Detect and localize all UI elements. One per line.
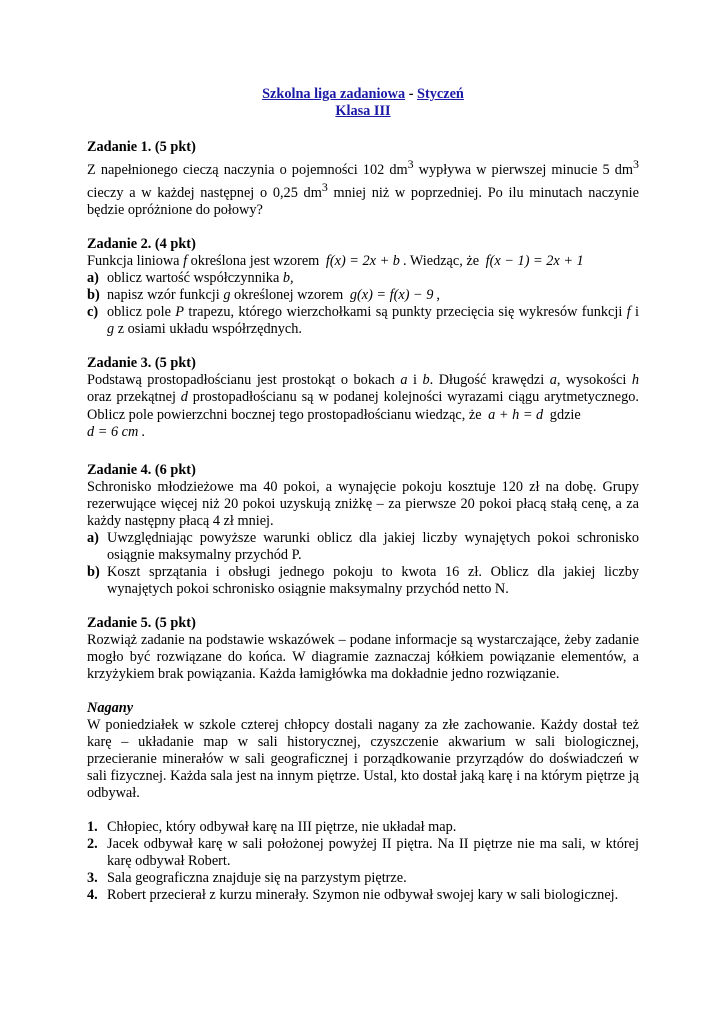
task-2-item-b: b) napisz wzór funkcji g określonej wzorem g(x) = f(x) − 9 ,: [87, 286, 440, 303]
formula: f(x) = 2x + b: [325, 252, 400, 269]
task-5: [87, 615, 639, 904]
clue-item: 2. Jacek odbywał karę w sali położonej powyżej II piętra. Na II piętrze nie ma sali, w której karę odbywał Robert.: [87, 835, 639, 869]
clue-item: 3. Sala geograficzna znajduje się na parzystym piętrze.: [87, 869, 407, 886]
liga-link[interactable]: Szkolna liga zadaniowa: [262, 86, 406, 102]
clue-item: 4. Robert przecierał z kurzu minerały. Szymon nie odbywał swojej kary w sali biologicznej.: [87, 886, 619, 903]
task-4-title: Zadanie 4. (6 pkt): [87, 461, 196, 478]
task-4-item-b: b) Koszt sprzątania i obsługi jednego pokoju to kwota 16 zł. Oblicz dla jakiej liczby wynajętych pokoi schronisko osiągnie maksymalny przychód netto N.: [87, 563, 639, 597]
task-2-item-c: c) oblicz pole P trapezu, którego wierzchołkami są punkty przecięcia się wykresów funkcji f i g z osiami układu współrzędnych.: [87, 303, 640, 337]
task-1-title: Zadanie 1. (5 pkt): [87, 139, 196, 155]
puzzle-title: Nagany: [87, 699, 134, 716]
task-2: [87, 236, 639, 338]
month-link[interactable]: Styczeń: [417, 86, 464, 102]
task-1-text: Z napełnionego cieczą naczynia o pojemności 102 $dm^3$ wypływa w pierwszej minucie 5 $dm^3$ cieczy a w każdej następnej o 0,25 $dm^3$ mniej niż w poprzedniej. Po ilu minutach naczynie będzie opróżnione do połowy?: [87, 157, 639, 218]
formula: f(x − 1) = 2x + 1: [485, 252, 584, 269]
puzzle-story: W poniedziałek w szkole czterej chłopcy dostali nagany za złe zachowanie. Każdy dostał też karę – układanie map w sali historycznej, czyszczenie akwarium w sali biologicznej, przecieranie minerałów w sali geograficznej i porządkowanie przyrządów do doświadczeń w sali fizycznej. Każda sala jest na innym piętrze. Ustal, kto dostał jaką karę i na którym piętrze ją odbywał.: [87, 716, 639, 801]
header-separator: -: [408, 86, 414, 102]
task-1: [87, 139, 639, 219]
header-line-1: [87, 86, 639, 103]
task-5-title: Zadanie 5. (5 pkt): [87, 614, 196, 631]
document-content: [87, 86, 639, 904]
task-3-text: Podstawą prostopadłościanu jest prostokąt o bokach a i b. Długość krawędzi a, wysokości h oraz przekątnej d prostopadłościanu są w podanej kolejności wyrazami ciągu arytmetycznego. Oblicz pole powierzchni bocznej tego prostopadłościanu wiedząc, że a + h = d gdzie d = 6 cm .: [87, 371, 640, 441]
task-2-title: Zadanie 2. (4 pkt): [87, 235, 196, 252]
task-2-intro: Funkcja liniowa f określona jest wzorem f(x) = 2x + b . Wiedząc, że f(x − 1) = 2x + 1: [87, 252, 584, 269]
clue-item: 1. Chłopiec, który odbywał karę na III piętrze, nie układał map.: [87, 818, 457, 835]
class-link[interactable]: Klasa III: [335, 103, 391, 119]
puzzle-clues: [87, 819, 639, 904]
formula: a + h = d: [488, 406, 544, 423]
task-4-text: Schronisko młodzieżowe ma 40 pokoi, a wynajęcie pokoju kosztuje 120 zł na dobę. Grupy rezerwujące więcej niż 20 pokoi uzyskują zniżkę – za pierwsze 20 pokoi płacą stałą cenę, a za każdy następny płacą 4 zł mniej.: [87, 478, 639, 529]
task-5-text: Rozwiąż zadanie na podstawie wskazówek – podane informacje są wystarczające, żeby zadanie mogło być rozwiązane do końca. W diagramie zaznaczaj kółkiem powiązanie elementów, a krzyżykiem brak powiązania. Każda łamigłówka ma dokładnie jedno rozwiązanie.: [87, 631, 639, 682]
header-line-2: [87, 103, 639, 120]
task-3: [87, 355, 639, 442]
formula: g(x) = f(x) − 9: [349, 286, 434, 303]
task-4: [87, 462, 639, 598]
task-4-item-a: a) Uwzględniając powyższe warunki oblicz dla jakiej liczby wynajętych pokoi schronisko osiągnie maksymalny przychód P.: [87, 529, 639, 563]
task-3-title: Zadanie 3. (5 pkt): [87, 354, 196, 371]
formula: d = 6 cm: [87, 424, 139, 441]
task-2-item-a: a) oblicz wartość współczynnika b,: [87, 269, 294, 286]
